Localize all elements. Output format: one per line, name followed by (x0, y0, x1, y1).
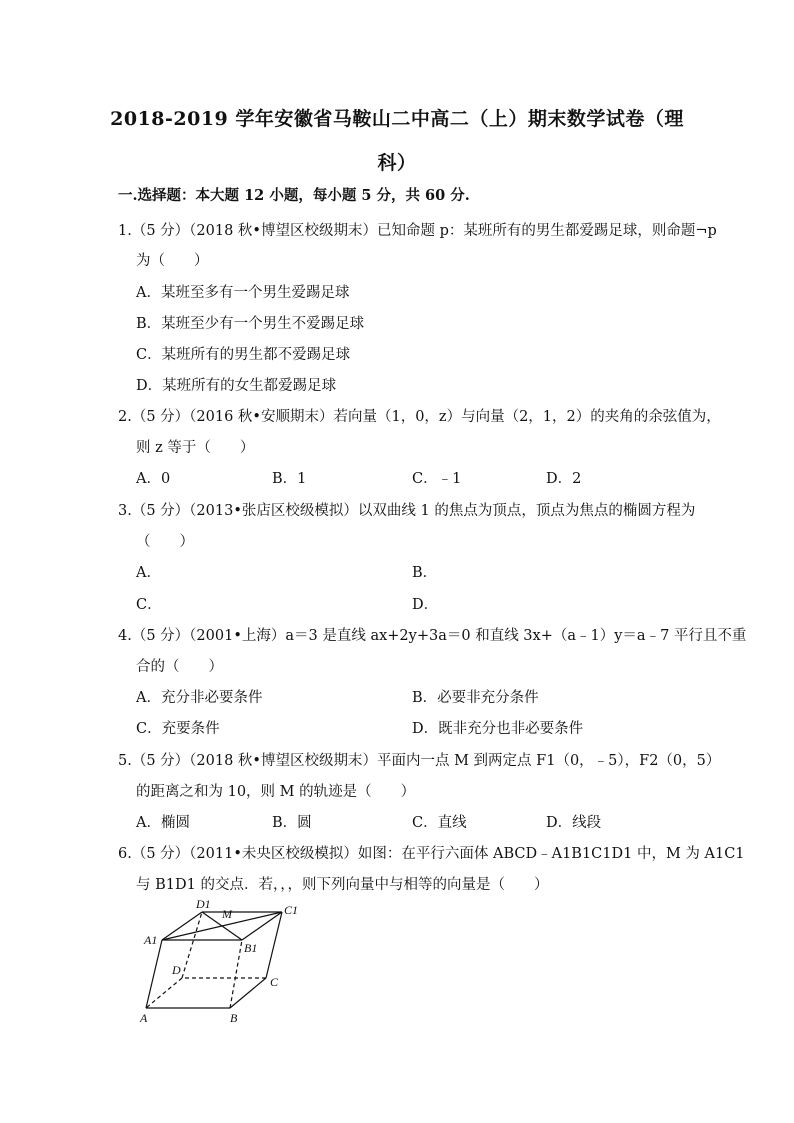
question-4-option-b: B．必要非充分条件 (412, 690, 539, 706)
page-title-line1: 2018-2019 学年安徽省马鞍山二中高二（上）期末数学试卷（理 (110, 108, 684, 130)
question-6-line2: 与 B1D1 的交点．若，，，则下列向量中与相等的向量是（ ） (136, 877, 549, 893)
question-4-line2: 合的（ ） (136, 659, 223, 675)
question-2-option-b: B．1 (272, 471, 307, 487)
edge-bc (230, 978, 266, 1008)
question-5-line1: 5.（5 分）（2018 秋•博望区校级期末）平面内一点 M 到两定点 F1（0，﹣5），F2（0，5） (118, 753, 721, 769)
question-5-line2: 的距离之和为 10，则 M 的轨迹是（ ） (136, 784, 416, 800)
question-5-option-a: A．椭圆 (136, 815, 190, 831)
label-b: B (230, 1011, 238, 1024)
question-2-option-c: C．﹣1 (412, 471, 462, 487)
question-5-option-b: B．圆 (272, 815, 312, 831)
question-4-line1: 4.（5 分）（2001•上海）a＝3 是直线 ax+2y+3a＝0 和直线 3x+（a﹣1）y＝a﹣7 平行且不重 (118, 628, 747, 644)
edge-dd1 (182, 912, 202, 978)
section-header: 一.选择题：本大题 12 小题，每小题 5 分，共 60 分. (118, 187, 470, 204)
question-5-option-c: C．直线 (412, 815, 467, 831)
label-a: A (140, 1011, 148, 1024)
page-title-line2: 科） (377, 152, 417, 174)
question-6-line1: 6.（5 分）（2011•未央区校级模拟）如图：在平行六面体 ABCD﹣A1B1C1D1 中，M 为 A1C1 (118, 846, 745, 862)
question-2-line1: 2.（5 分）（2016 秋•安顺期末）若向量（1，0，z）与向量（2，1，2）的夹角的余弦值为， (118, 409, 721, 425)
question-2-option-d: D．2 (546, 471, 582, 487)
question-1-option-c: C．某班所有的男生都不爱踢足球 (136, 347, 351, 363)
label-b1: B1 (244, 941, 258, 955)
question-2-option-a: A．0 (136, 471, 171, 487)
label-d: D (172, 963, 181, 977)
edge-aa1 (146, 940, 162, 1008)
question-3-option-c: C． (136, 597, 162, 613)
question-2-line2: 则 z 等于（ ） (136, 440, 255, 456)
question-3-option-a: A． (136, 565, 161, 581)
label-c: C (270, 975, 279, 989)
question-1-line2: 为（ ） (136, 253, 209, 269)
question-4-option-c: C．充要条件 (136, 721, 220, 737)
question-3-option-d: D． (412, 597, 439, 613)
question-5-option-d: D．线段 (546, 815, 602, 831)
question-3-option-b: B． (412, 565, 438, 581)
question-4-option-a: A．充分非必要条件 (136, 690, 263, 706)
edge-bb1 (230, 940, 242, 1008)
question-1-option-b: B．某班至少有一个男生不爱踢足球 (136, 316, 365, 332)
label-d1: D1 (196, 897, 211, 911)
question-1-option-a: A．某班至多有一个男生爱踢足球 (136, 285, 350, 301)
question-4-option-d: D．既非充分也非必要条件 (412, 721, 584, 737)
question-1-option-d: D．某班所有的女生都爱踢足球 (136, 378, 337, 394)
question-1-line1: 1.（5 分）（2018 秋•博望区校级期末）已知命题 p：某班所有的男生都爱踢足球，则命题¬p (118, 223, 717, 239)
question-3-line2: （ ） (136, 534, 194, 550)
parallelepiped-figure (134, 896, 304, 1024)
label-a1: A1 (144, 933, 158, 947)
label-c1: C1 (284, 903, 299, 917)
label-m: M (222, 907, 232, 921)
question-3-line1: 3.（5 分）（2013•张店区校级模拟）以双曲线 1 的焦点为顶点，顶点为焦点的椭圆方程为 (118, 503, 696, 519)
